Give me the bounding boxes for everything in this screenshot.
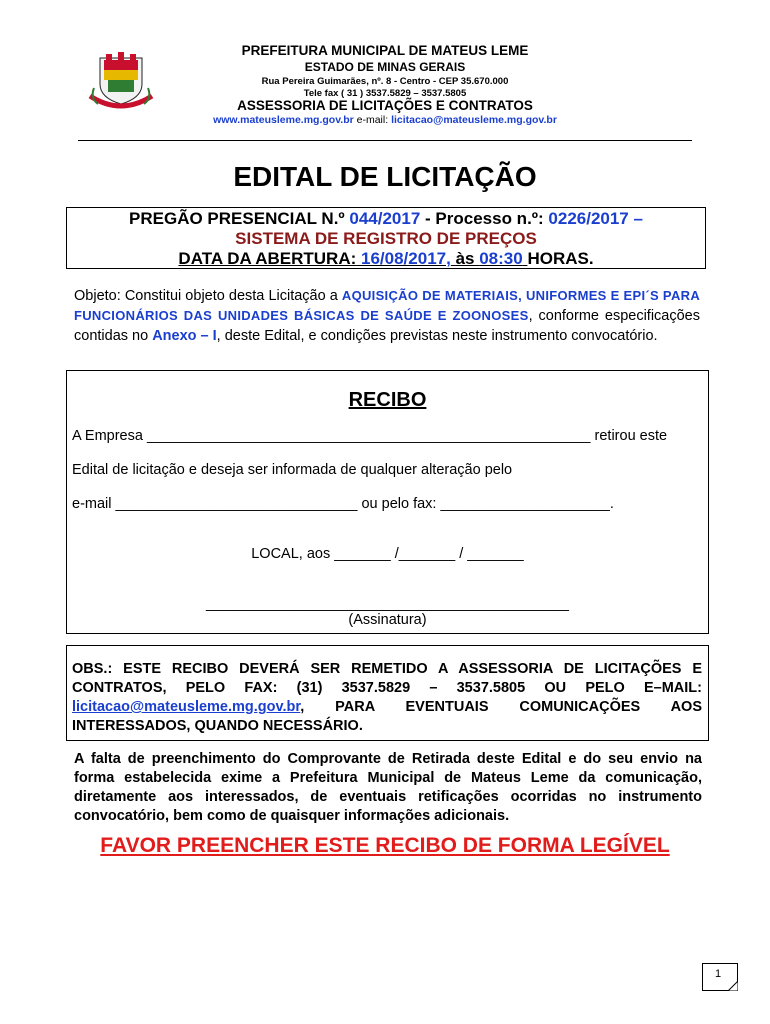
empresa-end: retirou este	[594, 428, 668, 444]
page-number: 1	[715, 968, 722, 980]
abertura-label: DATA DA ABERTURA:	[178, 249, 357, 268]
pregao-sep: -	[425, 209, 431, 228]
falta-paragraph: A falta de preenchimento do Comprovante de Retirada deste Edital e do seu envio na forma estabelecida exime a Prefeitura Municipal de Mateus Leme da comunicação, diretamente aos interessados, de eventuais retificações ocorridas no instrumento convocatório, bem como de quaisquer informações adicionais.	[74, 751, 702, 824]
fax-label: ou pelo fax:	[361, 496, 437, 512]
local-date-field[interactable]: LOCAL, aos _______ /_______ / _______	[251, 546, 524, 562]
header-contacts	[140, 114, 630, 126]
header-divider	[78, 140, 692, 141]
signature-line[interactable]: _____________________________________________	[206, 596, 569, 612]
empresa-field[interactable]: _______________________________________________________	[146, 428, 591, 444]
page-number-box	[702, 963, 738, 991]
favor-notice: FAVOR PREENCHER ESTE RECIBO DE FORMA LEGÍVEL	[100, 834, 670, 857]
pregao-number: 044/2017	[349, 209, 421, 228]
processo-label: Processo n.º:	[435, 209, 544, 228]
obs-text2: , PARA EVENTUAIS COMUNICAÇÕES AOS INTERESSADOS, QUANDO NECESSÁRIO.	[72, 699, 702, 734]
data-abertura	[66, 249, 706, 269]
recibo-empresa-line	[72, 428, 667, 444]
recibo-title: RECIBO	[348, 389, 427, 411]
registro-precos: SISTEMA DE REGISTRO DE PREÇOS	[235, 229, 537, 248]
abertura-horas: HORAS.	[527, 249, 594, 268]
abertura-as: às	[455, 249, 475, 268]
recibo-contact-line	[72, 496, 614, 512]
recibo-line2: Edital de licitação e deseja ser informada de qualquer alteração pelo	[72, 462, 513, 478]
objeto-mid: , conforme especificações contidas no	[74, 308, 700, 344]
signature-label: (Assinatura)	[348, 612, 427, 628]
objeto-end: , deste Edital, e condições previstas neste instrumento convocatório.	[216, 328, 658, 344]
obs-email-link[interactable]: licitacao@mateusleme.mg.gov.br	[72, 699, 301, 715]
abertura-hora: 08:30	[479, 249, 523, 268]
header-email-link[interactable]: licitacao@mateusleme.mg.gov.br	[391, 114, 557, 126]
objeto-highlight: AQUISIÇÃO DE MATERIAIS, UNIFORMES E EPI´S PARA FUNCIONÁRIOS DAS UNIDADES BÁSICAS DE SAÚDE E ZOONOSES	[74, 288, 701, 323]
email-field-label: e-mail	[72, 496, 112, 512]
empresa-label: A Empresa	[72, 428, 143, 444]
processo-number: 0226/2017 –	[548, 209, 643, 228]
header-municipality: PREFEITURA MUNICIPAL DE MATEUS LEME	[241, 43, 529, 58]
pregao-line	[66, 209, 706, 229]
header-address: Rua Pereira Guimarães, nº. 8 - Centro - CEP 35.670.000	[261, 76, 509, 87]
page-corner-icon	[728, 981, 738, 991]
abertura-date: 16/08/2017,	[361, 249, 451, 268]
page-title: EDITAL DE LICITAÇÃO	[233, 161, 537, 192]
website-link[interactable]: www.mateusleme.mg.gov.br	[213, 114, 354, 126]
header-state: ESTADO DE MINAS GERAIS	[304, 60, 466, 74]
objeto-paragraph	[74, 286, 700, 346]
header-phone: Tele fax ( 31 ) 3537.5829 – 3537.5805	[303, 88, 467, 99]
pregao-prefix: PREGÃO PRESENCIAL N.º	[129, 209, 345, 228]
header-department: ASSESSORIA DE LICITAÇÕES E CONTRATOS	[237, 98, 533, 113]
email-field[interactable]: ______________________________	[115, 496, 358, 512]
obs-text1: OBS.: ESTE RECIBO DEVERÁ SER REMETIDO A ASSESSORIA DE LICITAÇÕES E CONTRATOS, PELO FAX: (31) 3537.5829 – 3537.5805 OU PELO E–MAIL:	[72, 661, 702, 696]
fax-field[interactable]: _____________________.	[440, 496, 614, 512]
email-label: e-mail:	[356, 114, 389, 126]
obs-paragraph	[72, 660, 702, 736]
anexo-ref: Anexo – I	[152, 328, 217, 344]
objeto-intro: Objeto: Constitui objeto desta Licitação a	[74, 288, 338, 304]
